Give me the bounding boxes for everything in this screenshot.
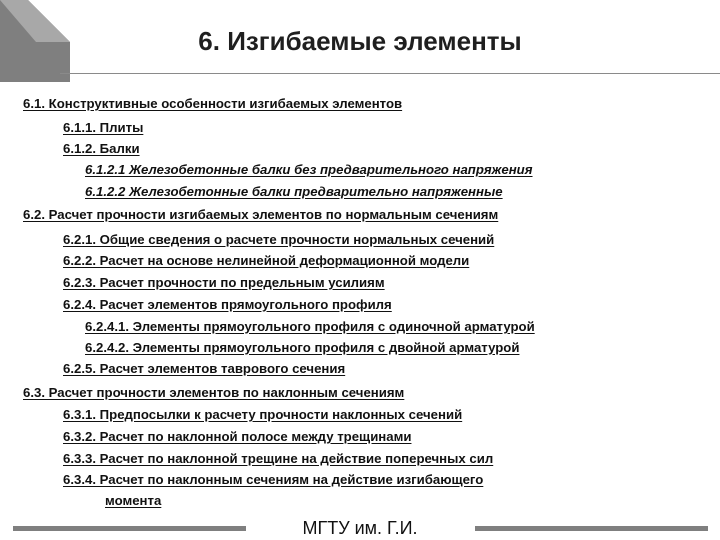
toc-link-6-2-3[interactable]: 6.2.3. Расчет прочности по предельным усилиям [63,275,385,290]
toc-link-6-3-4-continued[interactable]: момента [105,493,162,508]
page-title: 6. Изгибаемые элементы [198,26,522,56]
title-divider [60,73,720,74]
toc-link-6-2-4[interactable]: 6.2.4. Расчет элементов прямоугольного профиля [63,297,392,312]
toc-link-6-3-2[interactable]: 6.3.2. Расчет по наклонной полосе между трещинами [63,429,412,444]
footer-bar-right [475,526,708,531]
toc-link-6-2-2[interactable]: 6.2.2. Расчет на основе нелинейной деформационной модели [63,253,470,268]
toc-link-6-3-4[interactable]: 6.3.4. Расчет по наклонным сечениям на действие изгибающего [63,472,484,487]
toc-link-6-3[interactable]: 6.3. Расчет прочности элементов по наклонным сечениям [23,385,405,400]
toc-link-6-2-4-2[interactable]: 6.2.4.2. Элементы прямоугольного профиля с двойной арматурой [85,340,520,355]
toc-link-6-2-4-1[interactable]: 6.2.4.1. Элементы прямоугольного профиля с одиночной арматурой [85,319,535,334]
toc-link-6-1-2-2[interactable]: 6.1.2.2 Железобетонные балки предварительно напряженные [85,184,503,199]
toc-link-6-2[interactable]: 6.2. Расчет прочности изгибаемых элементов по нормальным сечениям [23,207,499,222]
toc-link-6-3-1[interactable]: 6.3.1. Предпосылки к расчету прочности наклонных сечений [63,407,463,422]
toc-link-6-1-2[interactable]: 6.1.2. Балки [63,141,140,156]
toc-link-6-3-3[interactable]: 6.3.3. Расчет по наклонной трещине на действие поперечных сил [63,451,494,466]
toc-link-6-2-1[interactable]: 6.2.1. Общие сведения о расчете прочности нормальных сечений [63,232,495,247]
toc-link-6-1-1[interactable]: 6.1.1. Плиты [63,120,144,135]
toc-link-6-2-5[interactable]: 6.2.5. Расчет элементов таврового сечения [63,361,346,376]
footer-text: МГТУ им. Г.И. [302,518,418,538]
toc-link-6-1-2-1[interactable]: 6.1.2.1 Железобетонные балки без предварительного напряжения [85,162,533,177]
toc-link-6-1[interactable]: 6.1. Конструктивные особенности изгибаемых элементов [23,96,403,111]
